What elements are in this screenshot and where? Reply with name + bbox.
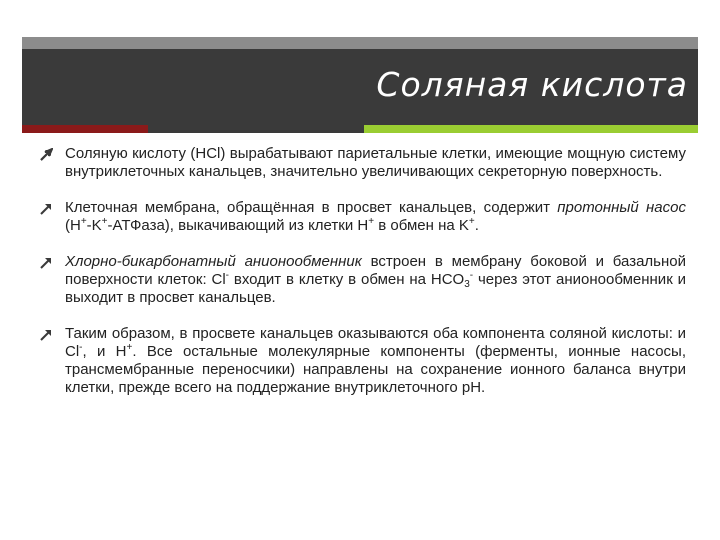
arrow-bullet-icon: [40, 202, 53, 215]
bullet-text: -K: [86, 217, 102, 234]
superscript: +: [80, 216, 87, 227]
bullet-text: . Все остальные молекулярные компоненты (ферменты, ионные насосы, трансмембранные переносчики) направлены на сохранение ионного баланса внутри клетки, прежде всего на поддержание внутриклеточного pH.: [65, 343, 687, 396]
bullet-text: (H: [65, 217, 81, 234]
arrow-bullet-icon: [40, 148, 53, 161]
accent-gray-segment: [148, 125, 364, 133]
header-accent-bar: [22, 125, 698, 133]
accent-red-segment: [22, 125, 148, 133]
subscript: 3: [464, 279, 470, 290]
arrow-bullet-icon: [40, 328, 53, 341]
bullet-text: встроен в мембрану боковой и базальной поверхности клеток: Cl: [65, 253, 686, 288]
slide-title: Соляная кислота: [376, 65, 688, 104]
superscript: -: [469, 270, 474, 281]
header-top-strip: [22, 37, 698, 49]
bullet-text: .: [474, 217, 479, 234]
bullet-text: Таким образом, в просвете канальцев оказываются оба компонента соляной кислоты: и Cl: [65, 325, 686, 360]
bullet-text: , и H: [82, 343, 127, 360]
bullet-text: -АТФаза), выкачивающий из клетки H: [107, 217, 369, 234]
bullet-term-exchanger: Хлорно-бикарбонатный анионообменник: [65, 253, 362, 270]
bullet-text: входит в клетку в обмен на HCO: [229, 271, 465, 288]
accent-green-segment: [364, 125, 698, 133]
superscript: +: [101, 216, 108, 227]
bullet-text: Соляную кислоту (HCl) вырабатывают париетальные клетки, имеющие мощную систему внутриклеточных канальцев, значительно увеличивающих секреторную поверхность.: [65, 145, 686, 180]
superscript: +: [368, 216, 375, 227]
superscript: -: [79, 342, 83, 353]
arrow-bullet-icon: [40, 256, 53, 269]
slide-header: [22, 49, 698, 125]
bullet-term-proton-pump: протонный насос: [557, 199, 686, 216]
bullet-list: [40, 145, 686, 415]
bullet-item-2: [40, 199, 686, 235]
bullet-item-3: [40, 253, 686, 307]
bullet-text: Клеточная мембрана, обращённая в просвет канальцев, содержит: [65, 199, 558, 216]
bullet-item-4: [40, 325, 686, 397]
bullet-text: в обмен на K: [374, 217, 469, 234]
superscript: +: [468, 216, 475, 227]
superscript: -: [225, 270, 229, 281]
bullet-item-1: [40, 145, 686, 181]
superscript: +: [126, 342, 133, 353]
bullet-text: через этот анионообменник и выходит в просвет канальцев.: [65, 271, 686, 306]
